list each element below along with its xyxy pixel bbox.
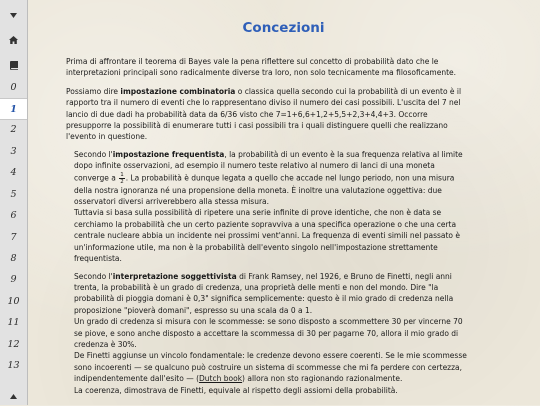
sidebar-item-label: 10 — [7, 295, 20, 307]
page-1-link[interactable] — [0, 98, 27, 120]
page-8-link[interactable] — [0, 248, 27, 268]
main-content — [66, 56, 472, 402]
page-11-link[interactable] — [0, 312, 27, 332]
one-half-fraction: $\frac{1}{2}$ — [120, 171, 124, 185]
sidebar-item-label: 3 — [10, 145, 17, 157]
caret-down-icon — [10, 13, 17, 18]
page-3-link[interactable] — [0, 141, 27, 161]
sidebar-item-label: 11 — [7, 316, 20, 328]
sidebar-item-label: 9 — [10, 273, 17, 285]
caret-up-icon — [10, 394, 17, 399]
page-2-link[interactable] — [0, 119, 27, 139]
soggettivista-paragraph-2: Un grado di credenza si misura con le scommesse: se sono disposto a scommettere 30 per vincerne 70 se piove, e sono anche disposto a accettare la scommessa di 30 per pagarne 70, allora il mio grado di credenza è 30%. — [74, 317, 463, 349]
combinatoria-paragraph: Possiamo dire impostazione combinatoria o classica quella secondo cui la probabilità di un evento è il rapporto tra il numero di eventi che lo rappresentano diviso il numero dei casi possibili. L'uscita del 7 nel lancio di due dadi ha probabilità data da 6/36 visto che 7=1+6,6+1,2+5,5+2,3+4,4+3. Occorre presupporre la possibilità di enumerare tutti i casi possibili tra i quali distinguere quelli che realizzano l'evento in questione. — [66, 86, 462, 142]
page-13-link[interactable] — [0, 355, 27, 375]
sidebar-item-label: 13 — [7, 359, 20, 371]
menu-toggle-button[interactable] — [0, 5, 27, 25]
sidebar-item-label: 8 — [10, 252, 17, 264]
home-icon — [9, 36, 18, 44]
combinatoria-term: impostazione combinatoria — [120, 86, 236, 96]
frequentista-paragraph: Secondo l'impostazione frequentista, la probabilità di un evento è la sua frequenza relativa al limite dopo infinite osservazioni, ad esempio il numero teste relativo al numero di lanci di una moneta converge a $\frac{1}{2}$ . La probabilità è dunque legata a quello che accade nel lungo periodo, non una misura della nostra ignoranza né una propensione della moneta. È inoltre una valutazione oggettiva: due osservatori diversi arriverebbero alla stessa misura. — [74, 149, 463, 207]
soggettivista-paragraph-4: La coerenza, dimostrava de Finetti, equivale al rispetto degli assiomi della probabilità. — [74, 385, 398, 395]
sidebar-item-label: 1 — [10, 103, 17, 115]
soggettivista-paragraph: Secondo l'interpretazione soggettivista di Frank Ramsey, nel 1926, e Bruno de Finetti, negli anni trenta, la probabilità è un grado di credenza, una proprietà delle menti e non del mondo. Dire "la probabilità di pioggia domani è 0,3" significa semplicemente: questo è il mio grado di credenza nella proposizione "pioverà domani", espresso su una scala da 0 a 1. — [74, 271, 454, 315]
sidebar-item-label: 7 — [10, 231, 17, 243]
sidebar-item-label: 12 — [7, 338, 20, 350]
page-10-link[interactable] — [0, 291, 27, 311]
page-5-link[interactable] — [0, 184, 27, 204]
page-12-link[interactable] — [0, 334, 27, 354]
page-7-link[interactable] — [0, 227, 27, 247]
page-title: Concezioni — [242, 20, 325, 36]
soggettivista-paragraph-3: De Finetti aggiunse un vincolo fondamentale: le credenze devono essere coerenti. Se le mie scommesse sono incoerenti — se qualcuno può costruire un sistema di scommesse che mi fa perdere con certezza, indipendentemente dall'esito — (Dutch book) allora non sto ragionando razionalmente. — [74, 351, 467, 384]
sidebar-item-label: 5 — [10, 188, 17, 200]
page-6-link[interactable] — [0, 205, 27, 225]
sidebar-nav — [0, 0, 28, 405]
soggettivista-section — [74, 271, 472, 396]
home-button[interactable] — [0, 30, 27, 50]
book-button[interactable] — [0, 55, 27, 75]
frequentista-paragraph-2: Tuttavia si basa sulla possibilità di ripetere una serie infinite di prove identiche, che non è data se cerchiamo la probabilità che un certo paziente sopravviva a una specifica operazione o che una certa centrale nucleare abbia un incidente nei prossimi vent'anni. La frequenza di eventi simili nel passato è un'informazione utile, ma non è la probabilità dell'evento singolo nell'impostazione strettamente frequentista. — [74, 208, 461, 264]
sidebar-item-label: 6 — [10, 209, 17, 221]
sidebar-item-label: 2 — [10, 123, 17, 135]
frequentista-term: impostazione frequentista — [112, 149, 225, 159]
intro-paragraph: Prima di affrontare il teorema di Bayes vale la pena riflettere sul concetto di probabilità dato che le interpretazioni principali sono radicalmente diverse tra loro, non solo tecnicamente ma filosoficamente. — [66, 57, 457, 78]
sidebar-item-label: 4 — [10, 166, 17, 178]
dutch-book-link[interactable]: Dutch book — [199, 374, 243, 384]
book-icon — [10, 61, 18, 70]
page-9-link[interactable] — [0, 269, 27, 289]
scroll-up-button[interactable] — [0, 386, 27, 406]
sidebar-item-label: 0 — [10, 81, 17, 93]
page-4-link[interactable] — [0, 162, 27, 182]
page-0-link[interactable] — [0, 77, 27, 97]
soggettivista-term: interpretazione soggettivista — [112, 271, 237, 281]
frequentista-section — [74, 149, 472, 265]
